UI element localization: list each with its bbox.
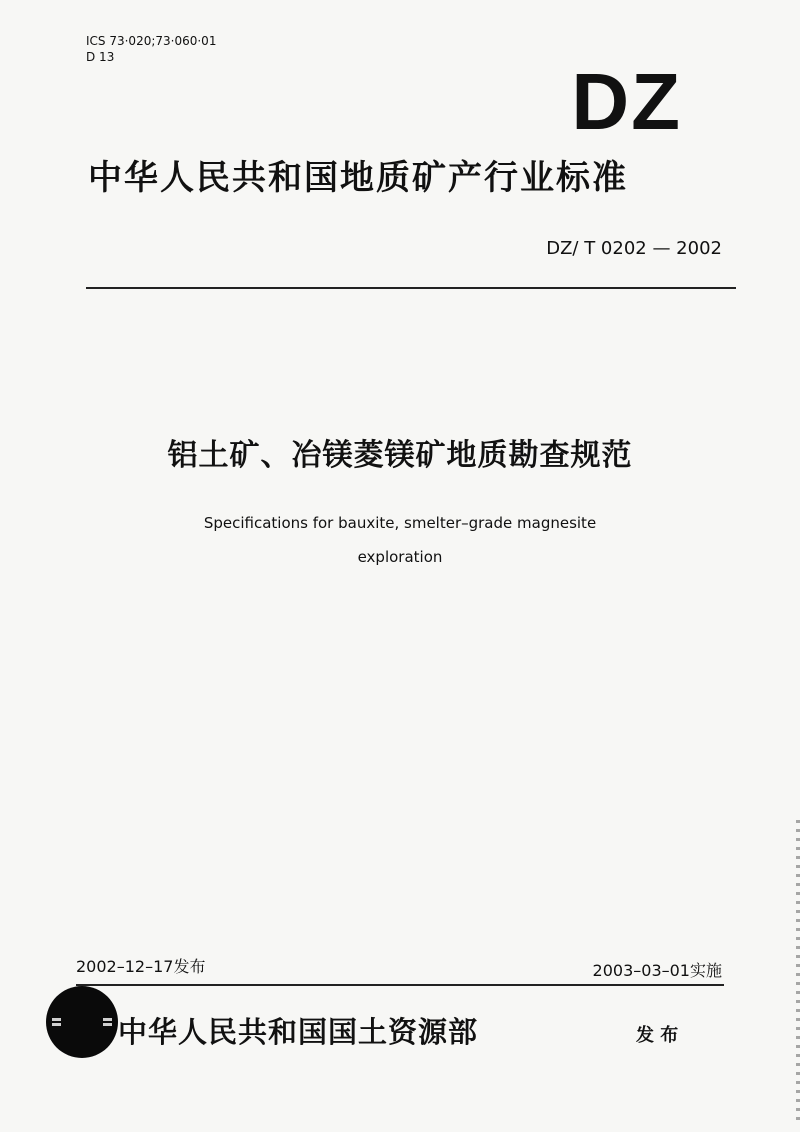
document-title-chinese: 铝土矿、冶镁菱镁矿地质勘查规范 (167, 438, 633, 473)
ics-code: ICS 73·020;73·060·01 (86, 34, 217, 48)
standard-number: DZ/ T 0202 — 2002 (546, 238, 722, 259)
document-title-english-line1: Specifications for bauxite, smelter–grade magnesite (203, 514, 597, 532)
classification-code: D 13 (86, 50, 115, 64)
standard-type-heading: 中华人民共和国地质矿产行业标准 (88, 158, 628, 198)
issue-date: 2002–12–17发布 (76, 957, 206, 976)
header-divider (86, 287, 736, 289)
national-emblem-icon (46, 986, 118, 1058)
dz-logo: DZ (571, 57, 682, 146)
publish-label: 发 布 (636, 1025, 679, 1046)
document-title-english-line2: exploration (357, 548, 443, 566)
issuing-ministry: 中华人民共和国国土资源部 (118, 1015, 479, 1049)
implementation-date: 2003–03–01实施 (592, 961, 722, 980)
scan-edge-artifact (796, 820, 800, 1120)
footer-divider (76, 984, 724, 986)
